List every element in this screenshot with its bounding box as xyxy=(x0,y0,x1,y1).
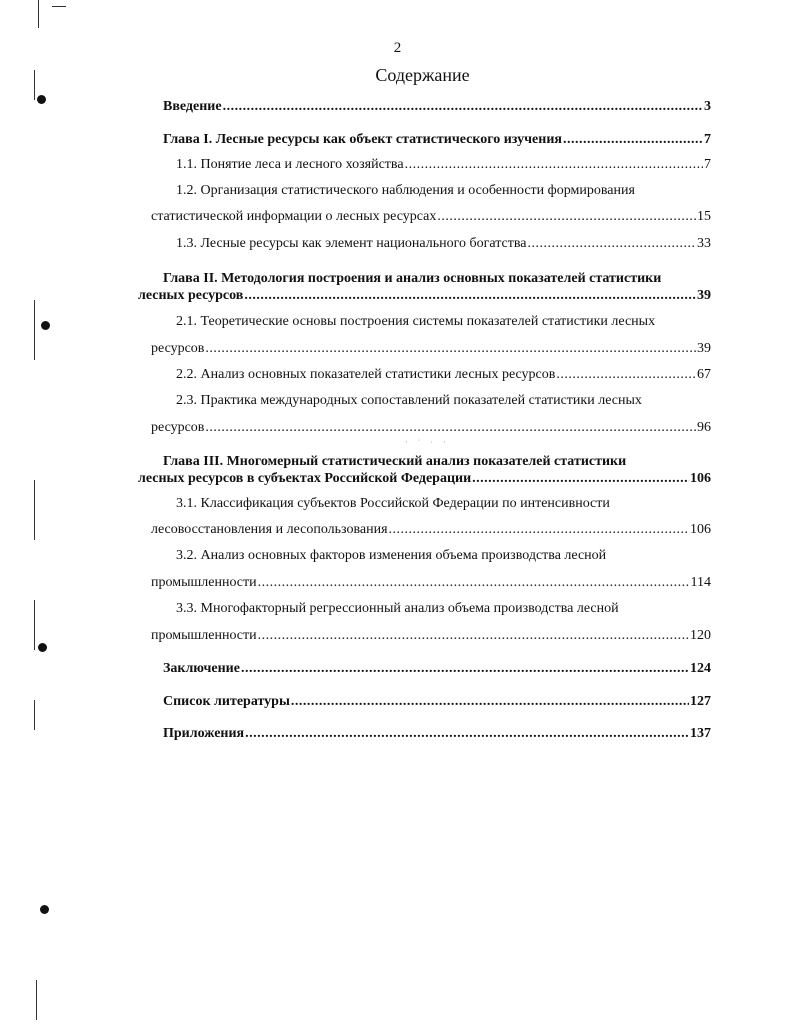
scan-edge-line xyxy=(52,6,66,7)
dot-leader xyxy=(223,98,703,116)
scan-edge-line xyxy=(34,600,35,650)
dot-leader xyxy=(245,725,689,743)
entry-text: Введение xyxy=(163,99,222,114)
dot-leader xyxy=(563,131,703,149)
dot-leader xyxy=(437,208,696,226)
punch-hole xyxy=(37,95,46,104)
dot-leader xyxy=(405,156,703,174)
toc-entry-chapter-3 xyxy=(138,470,711,488)
toc-entry-section-2-3 xyxy=(151,419,711,437)
dot-leader xyxy=(258,574,690,592)
dot-leader xyxy=(244,287,696,305)
toc-entry-section-2-1 xyxy=(151,340,711,358)
entry-text: статистической информации о лесных ресурсах xyxy=(151,209,437,224)
toc-entry-references xyxy=(163,693,711,711)
scan-edge-line xyxy=(36,980,37,1020)
entry-page: 137 xyxy=(690,726,711,741)
dot-leader xyxy=(528,235,697,253)
entry-page: 7 xyxy=(704,157,711,172)
toc-entry-intro xyxy=(163,98,711,116)
entry-page: 106 xyxy=(690,471,711,486)
page-number: 2 xyxy=(393,40,402,56)
entry-text: ресурсов xyxy=(151,420,205,435)
entry-text: лесовосстановления и лесопользования xyxy=(151,522,388,537)
entry-page: 127 xyxy=(690,694,711,709)
punch-hole xyxy=(38,643,47,652)
toc-entry-section-3-2 xyxy=(151,574,711,592)
entry-text: 1.3. Лесные ресурсы как элемент национального богатства xyxy=(176,236,527,251)
toc-entry-section-1-2 xyxy=(151,208,711,226)
toc-entry-chapter-2-line1: Глава II. Методология построения и анализ основных показателей статистики xyxy=(163,271,662,286)
entry-page: 106 xyxy=(690,522,711,537)
punch-hole xyxy=(41,321,50,330)
entry-page: 120 xyxy=(690,628,711,643)
entry-text: Глава I. Лесные ресурсы как объект статистического изучения xyxy=(163,132,562,147)
toc-title: Содержание xyxy=(375,65,470,85)
toc-entry-section-3-3-line1: 3.3. Многофакторный регрессионный анализ объема производства лесной xyxy=(176,601,619,616)
toc-entry-section-3-2-line1: 3.2. Анализ основных факторов изменения объема производства лесной xyxy=(176,548,607,563)
dot-leader xyxy=(241,660,689,678)
dot-leader xyxy=(258,627,689,645)
entry-text: ресурсов xyxy=(151,341,205,356)
entry-text: 1.1. Понятие леса и лесного хозяйства xyxy=(176,157,404,172)
entry-text: Приложения xyxy=(163,726,245,741)
toc-entry-section-3-1-line1: 3.1. Классификация субъектов Российской Федерации по интенсивности xyxy=(176,496,610,511)
entry-page: 96 xyxy=(697,420,711,435)
entry-page: 3 xyxy=(704,99,711,114)
toc-entry-section-1-2-line1: 1.2. Организация статистического наблюдения и особенности формирования xyxy=(176,183,635,198)
scan-speckle: · ˙ · · xyxy=(405,438,450,447)
entry-page: 7 xyxy=(704,132,711,147)
toc-entry-chapter-3-line1: Глава III. Многомерный статистический анализ показателей статистики xyxy=(163,454,627,469)
dot-leader xyxy=(389,521,689,539)
entry-page: 39 xyxy=(697,288,711,303)
toc-entry-chapter-1 xyxy=(163,131,711,149)
entry-page: 39 xyxy=(697,341,711,356)
toc-entry-section-3-3 xyxy=(151,627,711,645)
punch-hole xyxy=(40,905,49,914)
dot-leader xyxy=(472,470,689,488)
entry-text: лесных ресурсов xyxy=(138,288,244,303)
toc-entry-appendices xyxy=(163,725,711,743)
toc-entry-section-1-3 xyxy=(176,235,711,253)
dot-leader xyxy=(556,366,696,384)
entry-text: Заключение xyxy=(163,661,240,676)
dot-leader xyxy=(205,419,696,437)
dot-leader xyxy=(205,340,696,358)
toc-entry-section-3-1 xyxy=(151,521,711,539)
toc-entry-section-2-1-line1: 2.1. Теоретические основы построения системы показателей статистики лесных xyxy=(176,314,656,329)
dot-leader xyxy=(291,693,689,711)
entry-text: Список литературы xyxy=(163,694,290,709)
scan-edge-line xyxy=(34,300,35,360)
scan-edge-line xyxy=(38,0,39,28)
entry-text: промышленности xyxy=(151,575,257,590)
entry-text: промышленности xyxy=(151,628,257,643)
entry-text: лесных ресурсов в субъектах Российской Федерации xyxy=(138,471,472,486)
entry-page: 67 xyxy=(697,367,711,382)
scan-edge-line xyxy=(34,480,35,540)
entry-page: 15 xyxy=(697,209,711,224)
entry-text: 2.2. Анализ основных показателей статистики лесных ресурсов xyxy=(176,367,556,382)
toc-entry-section-2-2 xyxy=(176,366,711,384)
entry-page: 124 xyxy=(690,661,711,676)
entry-page: 114 xyxy=(690,575,711,590)
toc-entry-chapter-2 xyxy=(138,287,711,305)
entry-page: 33 xyxy=(697,236,711,251)
toc-entry-section-2-3-line1: 2.3. Практика международных сопоставлений показателей статистики лесных xyxy=(176,393,642,408)
toc-entry-conclusion xyxy=(163,660,711,678)
toc-entry-section-1-1 xyxy=(176,156,711,174)
scan-edge-line xyxy=(34,700,35,730)
